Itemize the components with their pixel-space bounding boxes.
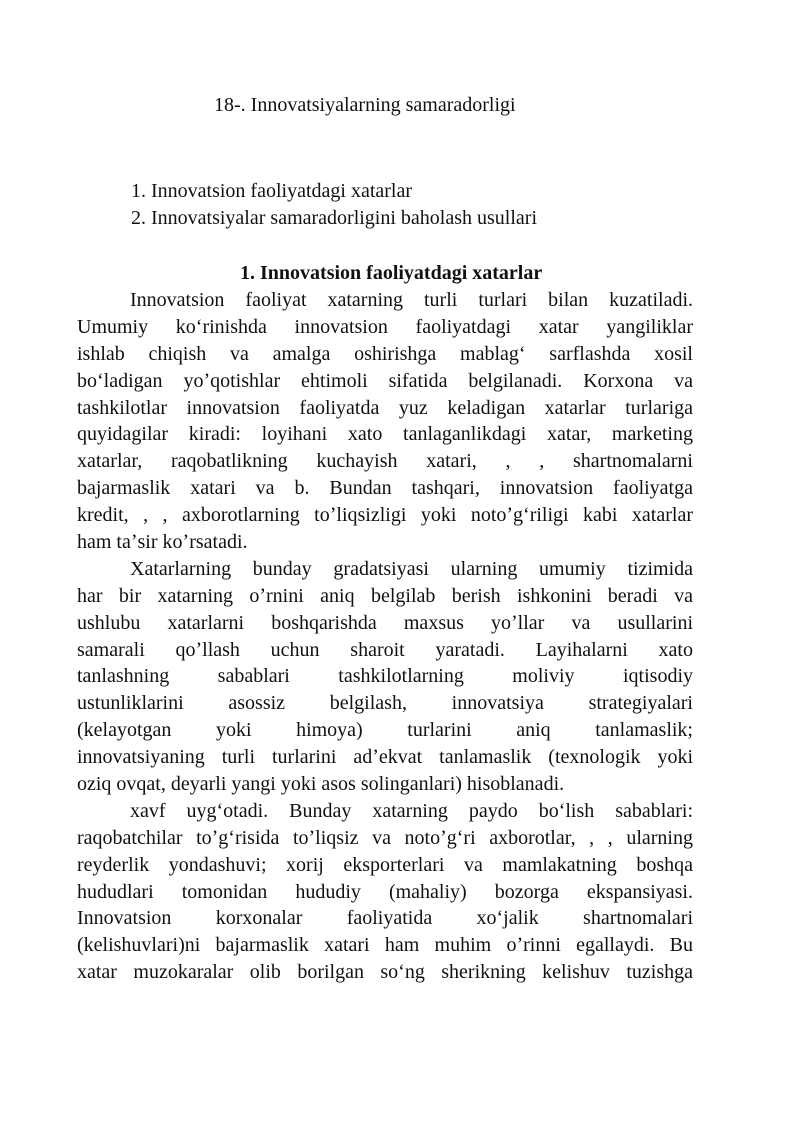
text-line: kredit, , , axborotlarning toʼliqsizligi yoki notoʼgʻriligi kabi xatarlar — [77, 504, 693, 527]
text-line: tanlashning sabablari tashkilotlarning moliviy iqtisodiy — [77, 665, 693, 688]
text-line: ishlab chiqish va amalga oshirishga mablagʻ sarflashda xosil — [77, 342, 693, 365]
text-line: xatarlar, raqobatlikning kuchayish xatari, , , shartnomalarni — [77, 450, 693, 473]
text-line: hududlari tomonidan hududiy (mahaliy) bozorga ekspansiyasi. — [77, 880, 693, 903]
paragraph — [77, 556, 693, 798]
text-line: xatar muzokaralar olib borilgan soʻng sherikning kelishuv tuzishga — [77, 961, 693, 984]
section-heading: 1. Innovatsion faoliyatdagi xatarlar — [240, 262, 543, 284]
text-line: Innovatsion korxonalar faoliyatida xoʻjalik shartnomalari — [77, 907, 693, 930]
text-line: reyderlik yondashuvi; xorij eksporterlari va mamlakatning boshqa — [77, 853, 693, 876]
document-title: 18-. Innovatsiyalarning samaradorligi — [214, 94, 516, 116]
table-of-contents — [131, 178, 537, 232]
text-line: raqobatchilar toʼgʻrisida toʼliqsiz va notoʼgʻri axborotlar, , , ularning — [77, 826, 693, 849]
text-line: tashkilotlar innovatsion faoliyatda yuz keladigan xatarlar turlariga — [77, 396, 693, 419]
text-line: bajarmaslik xatari va b. Bundan tashqari, innovatsion faoliyatga — [77, 477, 693, 500]
text-line: (kelayotgan yoki himoya) turlarini aniq tanlamaslik; — [77, 719, 693, 742]
text-line: oziq ovqat, deyarli yangi yoki asos solinganlari) hisoblanadi. — [77, 773, 565, 796]
text-line: xavf uygʻotadi. Bunday xatarning paydo boʻlish sabablari: — [130, 799, 693, 822]
text-line: ham taʼsir koʼrsatadi. — [77, 531, 248, 554]
text-line: (kelishuvlari)ni bajarmaslik xatari ham muhim oʼrinni egallaydi. Bu — [77, 934, 693, 957]
text-line: innovatsiyaning turli turlarini adʼekvat tanlamaslik (texnologik yoki — [77, 746, 693, 769]
body-text — [77, 287, 693, 986]
text-line: quyidagilar kiradi: loyihani xato tanlaganlikdagi xatar, marketing — [77, 423, 693, 446]
text-line: boʻladigan yoʼqotishlar ehtimoli sifatida belgilanadi. Korxona va — [77, 369, 693, 392]
text-line: Xatarlarning bunday gradatsiyasi ularning umumiy tizimida — [130, 557, 693, 580]
toc-item: 2. Innovatsiyalar samaradorligini baholash usullari — [131, 207, 538, 229]
text-line: samarali qoʼllash uchun sharoit yaratadi. Layihalarni xato — [77, 638, 693, 661]
toc-item: 1. Innovatsion faoliyatdagi xatarlar — [131, 180, 413, 202]
text-line: ushlubu xatarlarni boshqarishda maxsus yoʼllar va usullarini — [77, 611, 693, 634]
paragraph — [77, 287, 693, 556]
text-line: Innovatsion faoliyat xatarning turli turlari bilan kuzatiladi. — [130, 289, 693, 311]
text-line: Umumiy koʻrinishda innovatsion faoliyatdagi xatar yangiliklar — [77, 315, 693, 338]
text-line: har bir xatarning oʼrnini aniq belgilab berish ishkonini beradi va — [77, 584, 693, 607]
text-line: ustunliklarini asossiz belgilash, innovatsiya strategiyalari — [77, 692, 693, 715]
paragraph — [77, 798, 693, 986]
